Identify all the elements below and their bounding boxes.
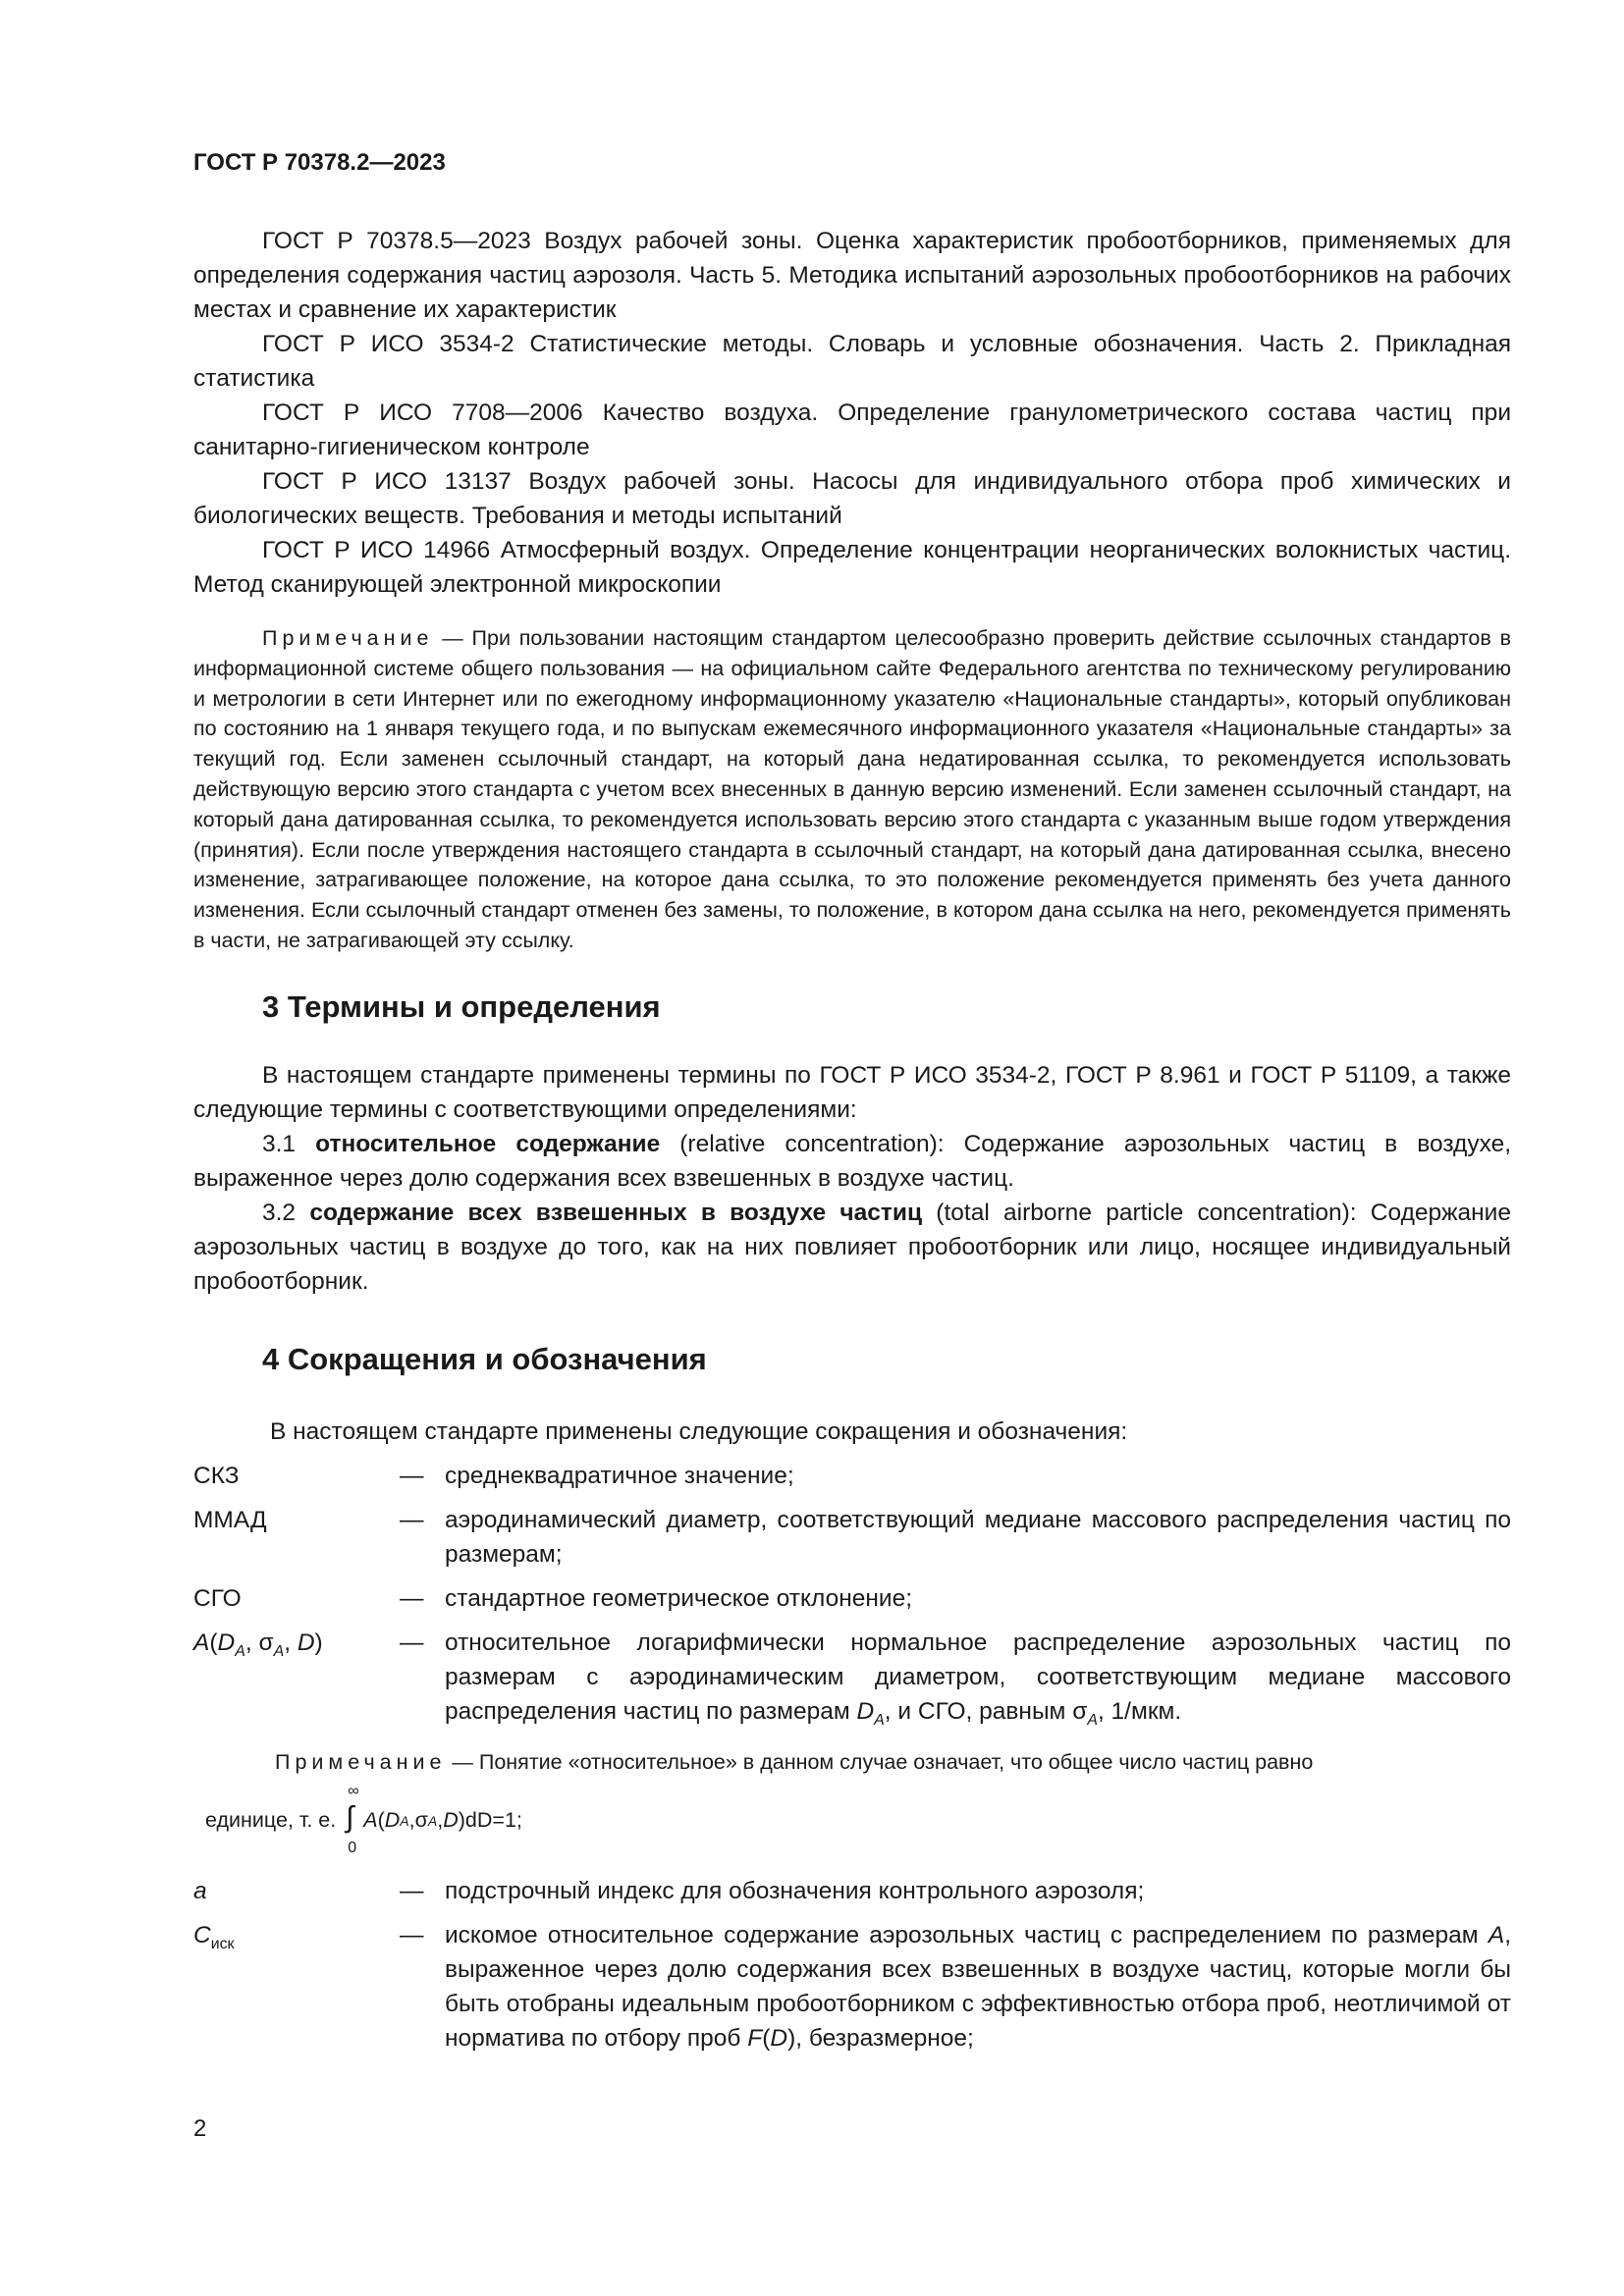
abbr-row — [193, 1918, 1511, 2056]
section-3-title: 3 Термины и определения — [262, 988, 661, 1024]
note-relative — [193, 1747, 1511, 1778]
abbr-dash: — — [400, 1462, 424, 1489]
page-content — [193, 224, 1511, 2065]
section-4-title: 4 Сокращения и обозначения — [262, 1341, 707, 1376]
integral-upper-limit: ∞ — [348, 1782, 359, 1799]
ref-item: ГОСТ Р 70378.5—2023 Воздух рабочей зоны. Оценка характеристик пробоотборников, применяемых для определения содержания частиц аэрозоля. Часть 5. Методика испытаний аэрозольных пробоотборников на рабочих местах и сравнение их характеристик — [193, 228, 1511, 323]
abbr-def: относительное логарифмически нормальное распределение аэрозольных частиц по размерам с аэродинамическим диаметром, соответствующим медиане массового распределения частиц по размерам $D_A$, и СГО, равным $\sigma_A$, 1/мкм. — [445, 1629, 1511, 1729]
term-3-2: 3.2 содержание всех взвешенных в воздухе частиц (total airborne particle concentration): Содержание аэрозольных частиц в воздухе до того, как на них повлияет пробоотборник или лицо, носящее индивидуальный пробоотборник. — [193, 1199, 1511, 1295]
abbr-dash: — — [400, 1584, 424, 1612]
note-text: — Понятие «относительное» в данном случае означает, что общее число частиц равно — [446, 1749, 1314, 1774]
term-name: содержание всех взвешенных в воздухе частиц — [309, 1199, 923, 1226]
document-header: ГОСТ Р 70378.2—2023 — [193, 149, 446, 176]
abbr-row — [193, 1581, 1511, 1616]
formula-rest: dD=1; — [464, 1808, 522, 1833]
abbr-dash: — — [400, 1877, 424, 1904]
abbr-dash: — — [400, 1629, 424, 1656]
abbr-row — [193, 1874, 1511, 1908]
note-references — [193, 623, 1511, 956]
ref-item: ГОСТ Р ИСО 7708—2006 Качество воздуха. Определение гранулометрического состава частиц при санитарно-гигиеническом контроле — [193, 400, 1511, 460]
abbr-def: подстрочный индекс для обозначения контрольного аэрозоля; — [445, 1877, 1145, 1904]
abbr-def: искомое относительное содержание аэрозольных частиц с распределением по размерам A, выраженное через долю содержания всех взвешенных в воздухе частиц, которые могли бы быть отобраны идеальным пробоотборником с эффективностью отбора проб, неотличимой от норматива по отбору проб F(D), безразмерное; — [445, 1921, 1511, 2052]
note-label: Примечание — [275, 1749, 447, 1774]
section-4-intro: В настоящем стандарте применены следующие сокращения и обозначения: — [270, 1417, 1128, 1445]
note-label: Примечание — [262, 626, 434, 650]
section-3-intro: В настоящем стандарте применены термины по ГОСТ Р ИСО 3534-2, ГОСТ Р 8.961 и ГОСТ Р 51109, а также следующие термины с соответствующими определениями: — [193, 1061, 1511, 1123]
abbr-row — [193, 1626, 1511, 1737]
abbr-def: аэродинамический диаметр, соответствующий медиане массового распределения частиц по размерам; — [445, 1506, 1511, 1568]
ref-item: ГОСТ Р ИСО 3534-2 Статистические методы. Словарь и условные обозначения. Часть 2. Прикладная статистика — [193, 331, 1511, 392]
integral-lower-limit: 0 — [348, 1839, 357, 1856]
page-number: 2 — [193, 2115, 207, 2142]
term-3-1: 3.1 относительное содержание (relative concentration): Содержание аэрозольных частиц в воздухе, выраженное через долю содержания всех взвешенных в воздухе частиц. — [193, 1130, 1512, 1192]
abbr-row — [193, 1503, 1511, 1572]
abbr-term: a — [193, 1877, 207, 1904]
note-text: — При пользовании настоящим стандартом целесообразно проверить действие ссылочных стандартов в информационной системе общего пользования — на официальном сайте Федерального агентства по техническому регулированию и метрологии в сети Интернет или по ежегодному информационному указателю «Национальные стандарты», который опубликован по состоянию на 1 января текущего года, и по выпускам ежемесячного информационного указателя «Национальные стандарты» за текущий год. Если заменен ссылочный стандарт, на который дана недатированная ссылка, то рекомендуется использовать действующую версию этого стандарта с учетом всех внесенных в данную версию изменений. Если заменен ссылочный стандарт, на который дана датированная ссылка, то рекомендуется использовать версию этого стандарта с указанным выше годом утверждения (принятия). Если после утверждения настоящего стандарта в ссылочный стандарт, на который дана датированная ссылка, внесено изменение, затрагивающее положение, на которое дана ссылка, то это положение рекомендуется применять без учета данного изменения. Если ссылочный стандарт отменен без замены, то положение, в котором дана ссылка на него, рекомендуется применять в части, не затрагивающей эту ссылку. — [193, 626, 1511, 952]
abbr-term: СГО — [193, 1584, 242, 1612]
formula-integral: единице, т. е. ∞ ∫ 0 A ( D A , σ A , D ) dD=1; — [205, 1782, 522, 1856]
abbr-term: ММАД — [193, 1506, 267, 1533]
ref-item: ГОСТ Р ИСО 13137 Воздух рабочей зоны. Насосы для индивидуального отбора проб химических и биологических веществ. Требования и методы испытаний — [193, 468, 1511, 529]
integral-symbol: ∞ ∫ 0 — [346, 1782, 359, 1856]
abbr-def: среднеквадратичное значение; — [445, 1462, 794, 1489]
abbr-def: стандартное геометрическое отклонение; — [445, 1584, 913, 1612]
abbr-term: СКЗ — [193, 1462, 240, 1489]
abbr-dash: — — [400, 1506, 424, 1533]
abbr-term: $A(D_A$, $\sigma_A$, D) — [193, 1629, 323, 1660]
term-name: относительное содержание — [315, 1130, 661, 1157]
formula-prefix: единице, т. е. — [205, 1808, 337, 1833]
abbr-term: $C_{иск}$ — [193, 1921, 235, 1952]
ref-item: ГОСТ Р ИСО 14966 Атмосферный воздух. Определение концентрации неорганических волокнистых частиц. Метод сканирующей электронной микроскопии — [193, 537, 1511, 598]
abbr-row — [193, 1459, 1511, 1493]
abbr-dash: — — [400, 1921, 424, 1949]
